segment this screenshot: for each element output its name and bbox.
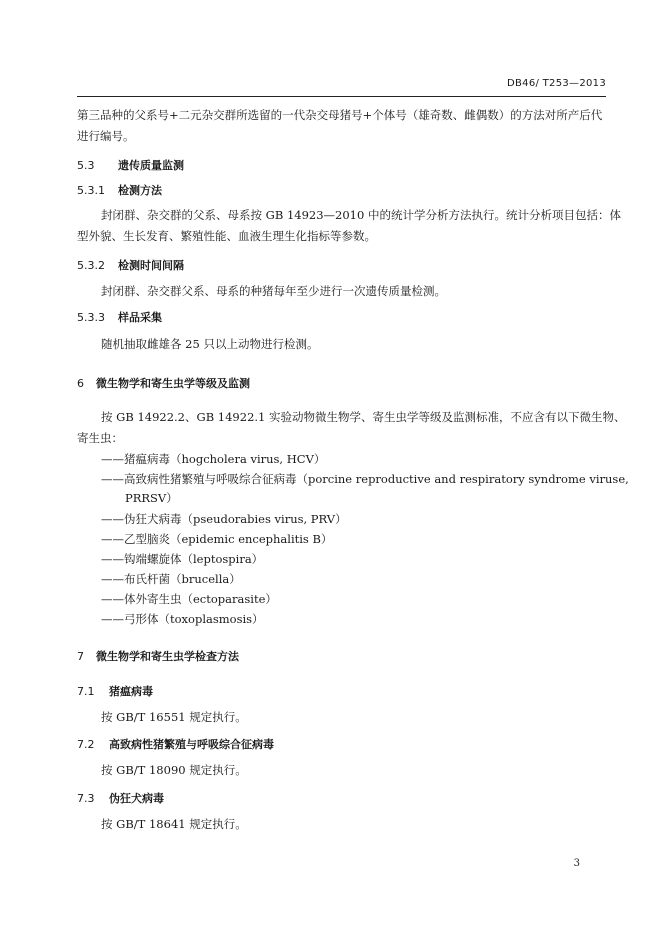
section-7-1-line-1: 按 GB/T 16551 规定执行。 (101, 710, 247, 724)
section-number: 5.3.1 (77, 184, 105, 197)
section-title: 猪瘟病毒 (109, 685, 153, 698)
section-5-3-2-line-1: 封闭群、杂交群父系、母系的种猪每年至少进行一次遗传质量检测。 (101, 284, 446, 298)
intro-line-1: 第三品种的父系号+二元杂交群所选留的一代杂交母猪号+个体号（雄奇数、雌偶数）的方法对所产后代 (77, 108, 603, 122)
list-item: ——伪狂犬病毒（pseudorabies virus, PRV） (101, 512, 347, 526)
list-item: ——猪瘟病毒（hogcholera virus, HCV） (101, 452, 326, 466)
section-number: 6 (77, 377, 84, 390)
section-title: 微生物学和寄生虫学等级及监测 (96, 377, 250, 390)
section-number: 5.3.3 (77, 311, 105, 324)
section-6-heading (77, 375, 250, 391)
section-7-3-heading (77, 790, 164, 806)
document-code: DB46/ T253—2013 (507, 78, 606, 89)
section-7-2-heading (77, 736, 274, 752)
intro-line-2: 进行编号。 (77, 129, 135, 143)
page-number: 3 (573, 858, 580, 869)
header-divider (77, 96, 606, 97)
section-title: 样品采集 (118, 311, 162, 324)
section-5-3-3-heading (77, 309, 162, 325)
section-number: 7.3 (77, 792, 95, 805)
section-5-3-1-line-1: 封闭群、杂交群的父系、母系按 GB 14923—2010 中的统计学分析方法执行。统计分析项目包括：体 (101, 208, 621, 222)
list-item: ——钩端螺旋体（leptospira） (101, 552, 264, 566)
section-number: 7.1 (77, 685, 95, 698)
section-title: 高致病性猪繁殖与呼吸综合征病毒 (109, 738, 274, 751)
list-item: ——体外寄生虫（ectoparasite） (101, 592, 277, 606)
list-item: ——高致病性猪繁殖与呼吸综合征病毒（porcine reproductive and respiratory syndrome viruse, (101, 472, 629, 486)
section-7-heading (77, 648, 239, 664)
section-title: 检测时间间隔 (118, 259, 184, 272)
list-item: ——乙型脑炎（epidemic encephalitis B） (101, 532, 333, 546)
section-5-3-1-heading (77, 182, 162, 198)
section-number: 7 (77, 650, 84, 663)
section-number: 5.3.2 (77, 259, 105, 272)
section-title: 伪狂犬病毒 (109, 792, 164, 805)
section-6-line-1: 按 GB 14922.2、GB 14922.1 实验动物微生物学、寄生虫学等级及监测标准，不应含有以下微生物、 (101, 410, 626, 424)
section-number: 5.3 (77, 159, 95, 172)
list-item-continuation: PRRSV） (125, 491, 178, 505)
section-5-3-2-heading (77, 257, 184, 273)
section-7-1-heading (77, 683, 153, 699)
list-item: ——弓形体（toxoplasmosis） (101, 612, 264, 626)
section-5-3-1-line-2: 型外貌、生长发育、繁殖性能、血液生理生化指标等参数。 (77, 229, 376, 243)
section-5-3-heading (77, 157, 184, 173)
section-title: 检测方法 (118, 184, 162, 197)
section-7-2-line-1: 按 GB/T 18090 规定执行。 (101, 763, 247, 777)
section-number: 7.2 (77, 738, 95, 751)
section-7-3-line-1: 按 GB/T 18641 规定执行。 (101, 817, 247, 831)
section-5-3-3-line-1: 随机抽取雌雄各 25 只以上动物进行检测。 (101, 337, 319, 351)
list-item: ——布氏杆菌（brucella） (101, 572, 241, 586)
section-6-line-2: 寄生虫： (77, 431, 123, 445)
section-title: 遗传质量监测 (118, 159, 184, 172)
section-title: 微生物学和寄生虫学检查方法 (96, 650, 239, 663)
